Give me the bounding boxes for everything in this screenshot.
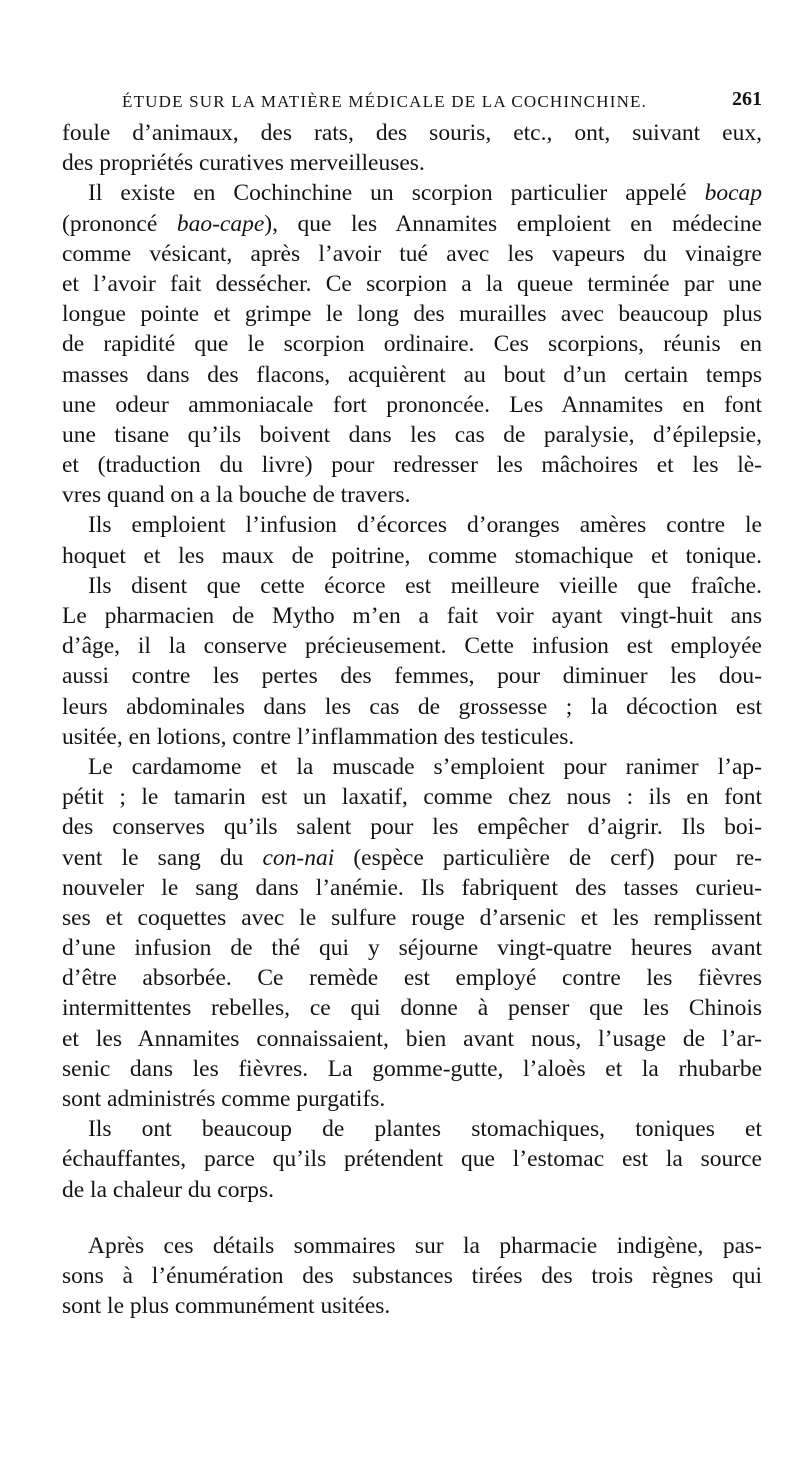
paragraph [62,1231,762,1322]
text-line: pétit ; le tamarin est un laxatif, comme chez nous : ils en font [62,784,762,811]
text-line: et (traduction du livre) pour redresser les mâchoires et les lè- [62,452,762,479]
text-line: nouveler le sang dans l’anémie. Ils fabriquent des tasses curieu- [62,874,762,901]
text-line: d’une infusion de thé qui y séjourne vingt-quatre heures avant [62,935,762,962]
text-line: comme vésicant, après l’avoir tué avec les vapeurs du vinaigre [62,240,762,267]
text-line: vres quand on a la bouche de travers. [62,482,411,509]
text-line: sont administrés comme purgatifs. [62,1086,386,1112]
text-line: hoquet et les maux de poitrine, comme stomachique et tonique. [62,542,762,569]
text-line: et les Annamites connaissaient, bien avant nous, l’usage de l’ar- [62,1025,762,1052]
text-line: une odeur ammoniacale fort prononcée. Les Annamites en font [62,391,762,418]
text-line: intermittentes rebelles, ce qui donne à penser que les Chinois [62,995,762,1022]
text-line: d’être absorbée. Ce remède est employé contre les fièvres [62,965,762,992]
text-line: des propriétés curatives merveilleuses. [62,150,425,177]
text-line: des conserves qu’ils salent pour les empêcher d’aigrir. Ils boi- [62,814,762,841]
text-line: échauffantes, parce qu’ils prétendent que l’estomac est la source [62,1146,762,1173]
text-line: leurs abdominales dans les cas de grossesse ; la décoction est [62,693,762,720]
running-title: ÉTUDE SUR LA MATIÈRE MÉDICALE DE LA COCHINCHINE. [122,92,648,111]
paragraph [62,118,762,178]
text-line: Le cardamome et la muscade s’emploient pour ranimer l’ap- [88,753,762,780]
text-line: Ils emploient l’infusion d’écorces d’oranges amères contre le [88,512,762,539]
paragraph [62,178,762,510]
text-line: Après ces détails sommaires sur la pharmacie indigène, pas- [88,1232,762,1259]
text-line: ses et coquettes avec le sulfure rouge d’arsenic et les remplissent [62,904,762,931]
text-line: de rapidité que le scorpion ordinaire. Ces scorpions, réunis en [62,331,762,358]
text-line: Le pharmacien de Mytho m’en a fait voir ayant vingt-huit ans [62,603,762,629]
text-line: masses dans des flacons, acquièrent au bout d’un certain temps [62,361,762,388]
text-line: Ils ont beaucoup de plantes stomachiques, toniques et [88,1116,762,1143]
text-line: foule d’animaux, des rats, des souris, etc., ont, suivant eux, [62,120,762,146]
paragraph [62,752,762,1114]
text-line: une tisane qu’ils boivent dans les cas de paralysie, d’épilepsie, [62,421,762,448]
text-line: d’âge, il la conserve précieusement. Cette infusion est employée [62,633,762,660]
text-line: et l’avoir fait dessécher. Ce scorpion a la queue terminée par une [62,270,762,297]
section-gap [62,1205,762,1231]
text-line: sont le plus communément usitées. [62,1293,391,1320]
text-line: usitée, en lotions, contre l’inflammation des testicules. [62,723,575,750]
text-line: Il existe en Cochinchine un scorpion particulier appelé bocap [88,180,762,207]
running-head [62,88,762,118]
text-line: sons à l’énumération des substances tirées des trois règnes qui [62,1262,762,1289]
paragraph [62,1114,762,1205]
text-line: de la chaleur du corps. [62,1176,275,1203]
paragraph [62,510,762,752]
text-line: senic dans les fièvres. La gomme-gutte, l’aloès et la rhubarbe [62,1055,762,1082]
text-line: vent le sang du con-nai (espèce particulière de cerf) pour re- [62,844,762,871]
page-number: 261 [732,88,762,110]
text-line: Ils disent que cette écorce est meilleure vieille que fraîche. [88,572,762,599]
book-page [62,88,762,1321]
text-line: (prononcé bao-cape), que les Annamites emploient en médecine [62,210,762,237]
text-line: aussi contre les pertes des femmes, pour diminuer les dou- [62,663,762,690]
text-line: longue pointe et grimpe le long des murailles avec beaucoup plus [62,301,762,328]
